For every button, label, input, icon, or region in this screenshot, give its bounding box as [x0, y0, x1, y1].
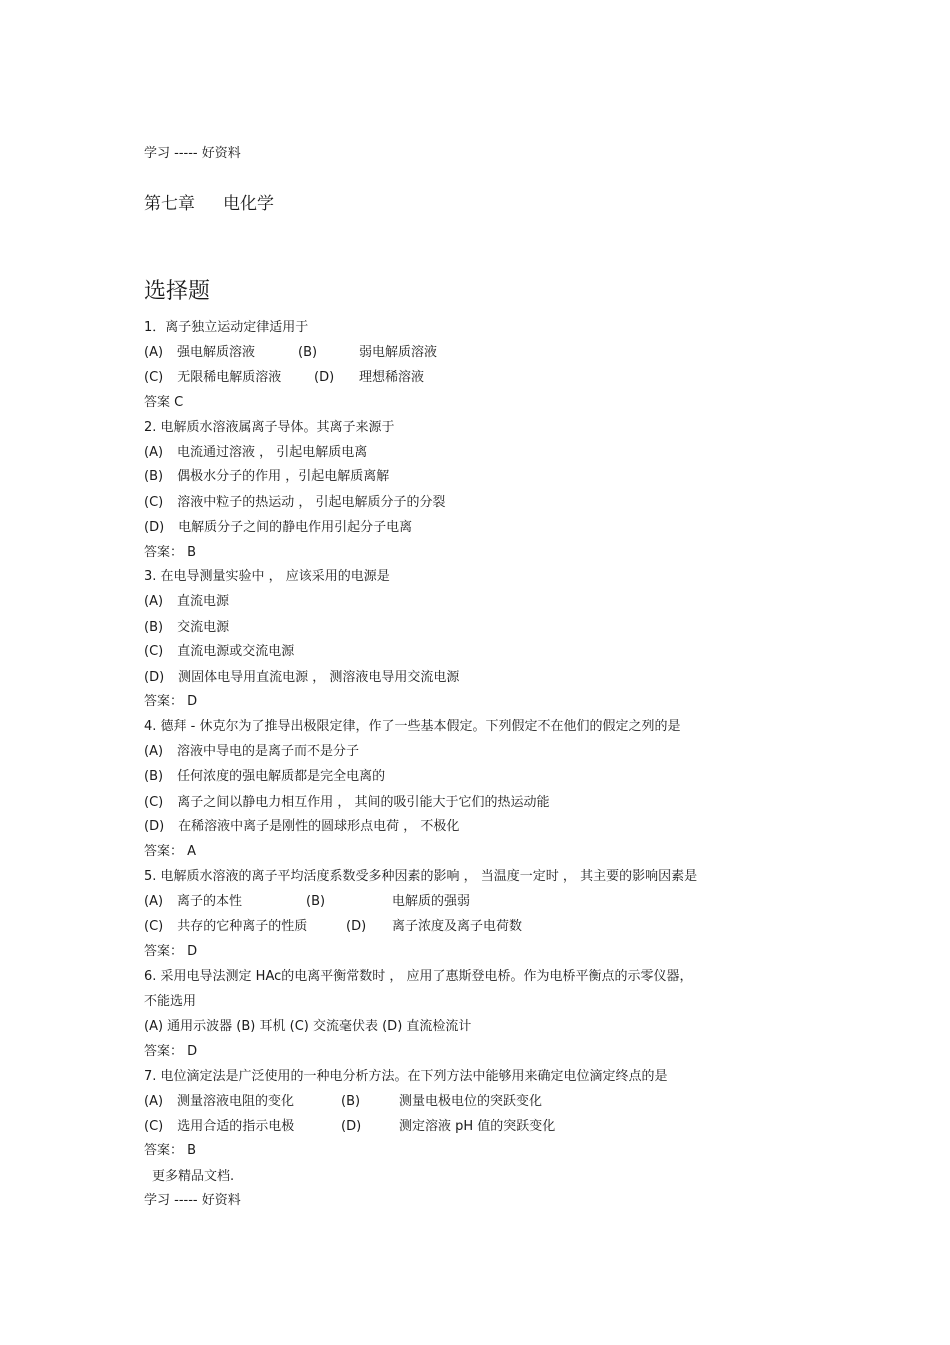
option-label: (C)	[144, 495, 164, 510]
answer: 答案： A	[144, 844, 197, 859]
option-text: 任何浓度的强电解质都是完全电离的	[177, 769, 386, 784]
option-label: (D)	[144, 520, 165, 535]
option-row	[144, 644, 294, 660]
option-label: (A)	[144, 445, 164, 460]
option-label: (C)	[144, 370, 164, 385]
option-text: 选用合适的指示电极	[177, 1119, 295, 1134]
option-label: (D)	[314, 370, 335, 385]
option-row	[144, 819, 459, 835]
option-row	[144, 370, 425, 386]
question-stem: 1．离子独立运动定律适用于	[144, 320, 309, 335]
option-text: 电解质的强弱	[392, 894, 471, 909]
answer: 答案： D	[144, 694, 198, 709]
option-text: 溶液中导电的是离子而不是分子	[177, 744, 360, 759]
option-text: 溶液中粒子的热运动 ， 引起电解质分子的分裂	[177, 495, 446, 510]
option-row	[144, 520, 412, 536]
chapter-number: 第七章	[144, 194, 195, 214]
option-text: 直流电源或交流电源	[177, 644, 295, 659]
option-row	[144, 769, 385, 785]
answer: 答案： D	[144, 944, 198, 959]
option-row	[144, 445, 367, 461]
option-text: 理想稀溶液	[359, 370, 425, 385]
option-label: (B)	[144, 769, 164, 784]
option-text: 电解质分子之间的静电作用引起分子电离	[178, 520, 413, 535]
option-text: 在稀溶液中离子是刚性的圆球形点电荷 ， 不极化	[178, 819, 460, 834]
question-stem: 4. 德拜 - 休克尔为了推导出极限定律，作了一些基本假定。下列假定不在他们的假定之列的是	[144, 719, 681, 734]
option-label: (A)	[144, 1094, 164, 1109]
question-stem: 5. 电解质水溶液的离子平均活度系数受多种因素的影响 ， 当温度一定时 ， 其主要的影响因素是	[144, 869, 698, 884]
option-text: 直流电源	[177, 594, 230, 609]
option-label: (C)	[144, 644, 164, 659]
option-row	[144, 919, 523, 935]
option-text: 交流电源	[177, 620, 230, 635]
option-text: 无限稀电解质溶液	[177, 370, 282, 385]
question-stem-cont: 不能选用	[144, 994, 197, 1009]
option-label: (C)	[144, 1119, 164, 1134]
option-label: (A)	[144, 894, 164, 909]
option-row	[144, 1119, 556, 1135]
option-label: (A)	[144, 744, 164, 759]
option-row	[144, 894, 471, 910]
option-row	[144, 744, 359, 760]
section-title: 选择题	[144, 279, 211, 304]
option-row	[144, 469, 389, 485]
option-label: (D)	[341, 1119, 362, 1134]
question-stem: 6. 采用电导法测定 HAc的电离平衡常数时 ， 应用了惠斯登电桥。作为电桥平衡点的示零仪器，	[144, 969, 693, 984]
option-text: 测量溶液电阻的变化	[177, 1094, 295, 1109]
option-row	[144, 495, 446, 511]
page-header: 学习 ----- 好资料	[144, 146, 241, 161]
option-text: 测量电极电位的突跃变化	[399, 1094, 543, 1109]
option-text: 强电解质溶液	[177, 345, 256, 360]
answer: 答案： D	[144, 1044, 198, 1059]
option-row	[144, 1094, 543, 1110]
option-text: 离子浓度及离子电荷数	[392, 919, 523, 934]
question-stem: 3. 在电导测量实验中 ， 应该采用的电源是	[144, 569, 390, 584]
option-label: (A)	[144, 345, 164, 360]
option-label: (B)	[306, 894, 326, 909]
option-text: 弱电解质溶液	[359, 345, 438, 360]
option-row	[144, 795, 550, 811]
option-row	[144, 620, 229, 636]
option-text: 共存的它种离子的性质	[177, 919, 308, 934]
option-label: (B)	[341, 1094, 361, 1109]
option-text: 偶极水分子的作用 ，引起电解质离解	[177, 469, 390, 484]
footer-more: 更多精品文档.	[152, 1169, 235, 1184]
option-label: (B)	[298, 345, 318, 360]
chapter-title: 电化学	[223, 194, 274, 214]
option-label: (C)	[144, 795, 164, 810]
option-text: 测定溶液 pH 值的突跃变化	[399, 1119, 556, 1134]
option-label: (D)	[346, 919, 367, 934]
option-text: 电流通过溶液 ， 引起电解质电离	[177, 445, 368, 460]
option-label: (B)	[144, 469, 164, 484]
option-label: (A)	[144, 594, 164, 609]
option-label: (B)	[144, 620, 164, 635]
answer: 答案： B	[144, 545, 197, 560]
option-row: (A) 通用示波器 (B) 耳机 (C) 交流毫伏表 (D) 直流检流计	[144, 1019, 472, 1034]
option-text: 测固体电导用直流电源 ， 测溶液电导用交流电源	[178, 670, 460, 685]
answer: 答案 C	[144, 395, 184, 410]
option-row	[144, 345, 438, 361]
option-label: (D)	[144, 819, 165, 834]
answer: 答案： B	[144, 1143, 197, 1158]
chapter-heading	[144, 194, 274, 214]
option-row	[144, 670, 459, 686]
question-stem: 7. 电位滴定法是广泛使用的一种电分析方法。在下列方法中能够用来确定电位滴定终点的是	[144, 1069, 668, 1084]
option-text: 离子之间以静电力相互作用 ， 其间的吸引能大于它们的热运动能	[177, 795, 550, 810]
page-footer: 学习 ----- 好资料	[144, 1193, 241, 1208]
option-text: 离子的本性	[177, 894, 243, 909]
option-label: (C)	[144, 919, 164, 934]
question-stem: 2. 电解质水溶液属离子导体。其离子来源于	[144, 420, 395, 435]
option-label: (D)	[144, 670, 165, 685]
option-row	[144, 594, 229, 610]
